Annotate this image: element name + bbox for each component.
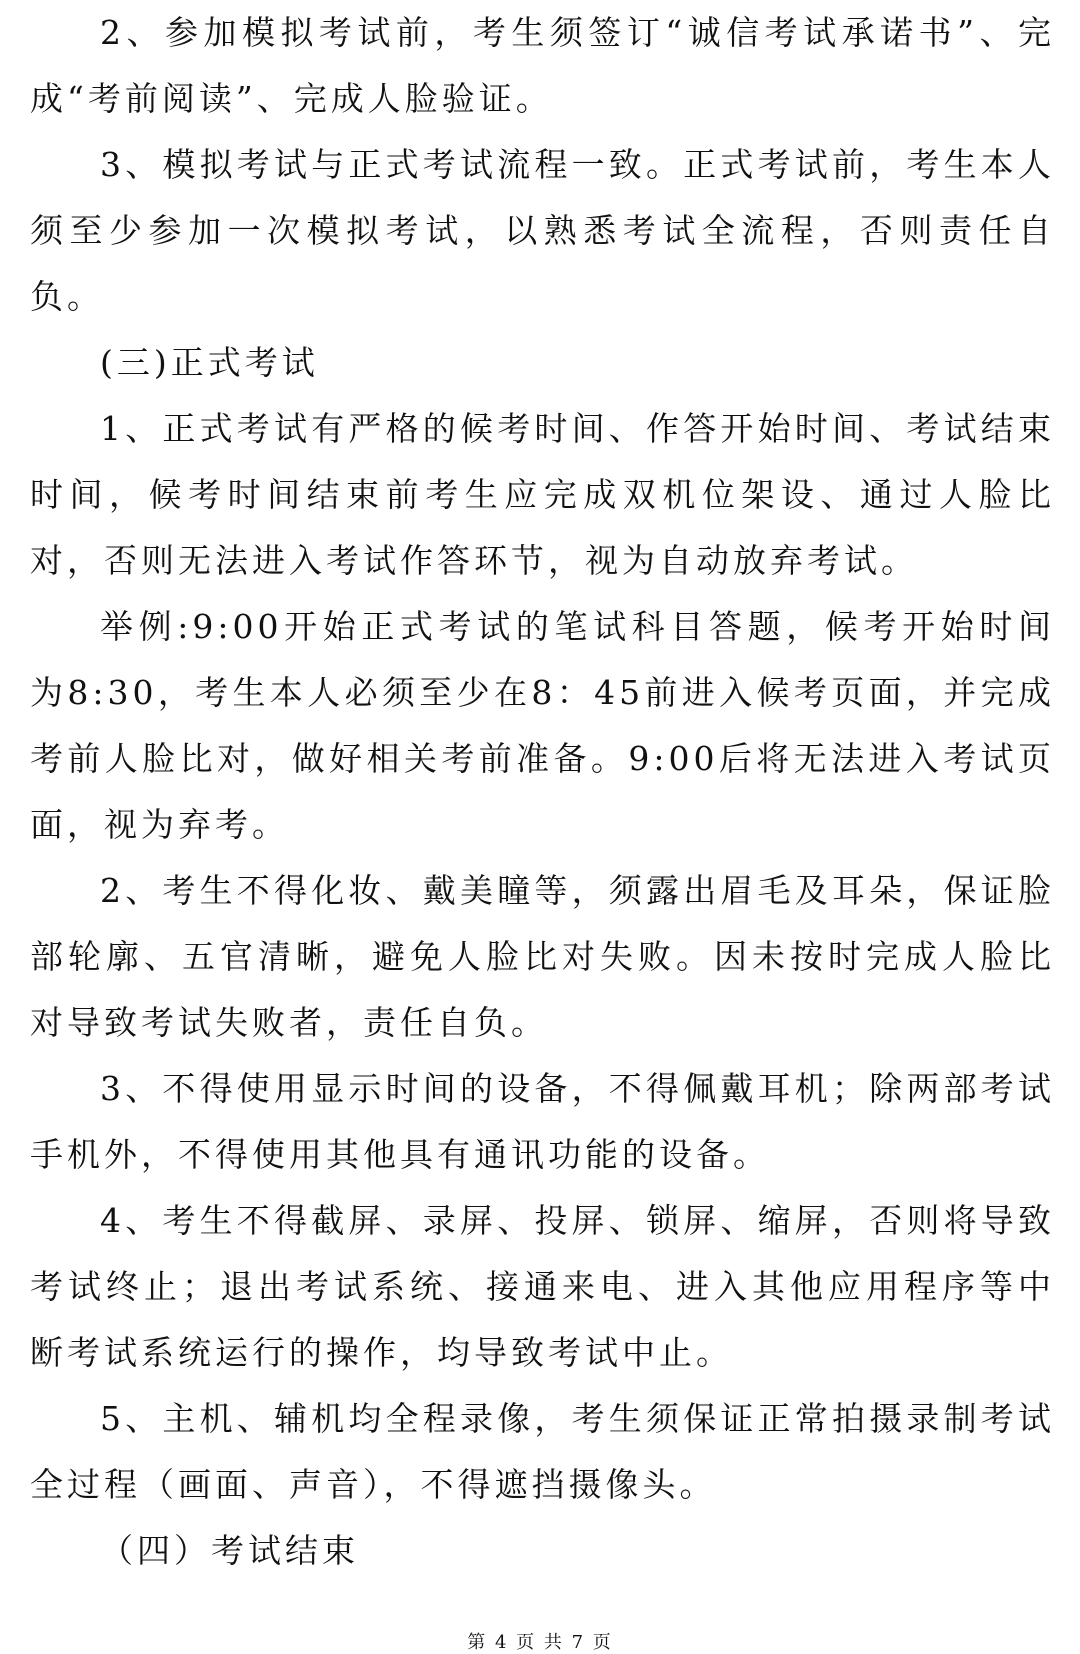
- paragraph: 2、考生不得化妆、戴美瞳等，须露出眉毛及耳朵，保证脸部轮廓、五官清晰，避免人脸比对失败。因未按时完成人脸比对导致考试失败者，责任自负。: [30, 871, 1055, 1042]
- section-heading: (三)正式考试: [100, 343, 319, 382]
- section-heading: （四）考试结束: [100, 1531, 359, 1570]
- paragraph: 5、主机、辅机均全程录像，考生须保证正常拍摄录制考试全过程（画面、声音），不得遮挡摄像头。: [30, 1399, 1055, 1504]
- paragraph: 4、考生不得截屏、录屏、投屏、锁屏、缩屏，否则将导致考试终止；退出考试系统、接通来电、进入其他应用程序等中断考试系统运行的操作，均导致考试中止。: [30, 1201, 1055, 1372]
- paragraph: 2、参加模拟考试前，考生须签订“诚信考试承诺书”、完成“考前阅读”、完成人脸验证。: [30, 13, 1055, 118]
- paragraph: 举例:9:00开始正式考试的笔试科目答题，候考开始时间为8:30，考生本人必须至少在8：45前进入候考页面，并完成考前人脸比对，做好相关考前准备。9:00后将无法进入考试页面，视为弃考。: [30, 607, 1055, 844]
- document-body: [30, 0, 1055, 1584]
- page-footer: 第 4 页 共 7 页: [467, 1632, 613, 1653]
- paragraph: 1、正式考试有严格的候考时间、作答开始时间、考试结束时间，候考时间结束前考生应完成双机位架设、通过人脸比对，否则无法进入考试作答环节，视为自动放弃考试。: [30, 409, 1055, 580]
- paragraph: 3、不得使用显示时间的设备，不得佩戴耳机；除两部考试手机外，不得使用其他具有通讯功能的设备。: [30, 1069, 1055, 1174]
- paragraph: 3、模拟考试与正式考试流程一致。正式考试前，考生本人须至少参加一次模拟考试，以熟悉考试全流程，否则责任自负。: [30, 145, 1055, 316]
